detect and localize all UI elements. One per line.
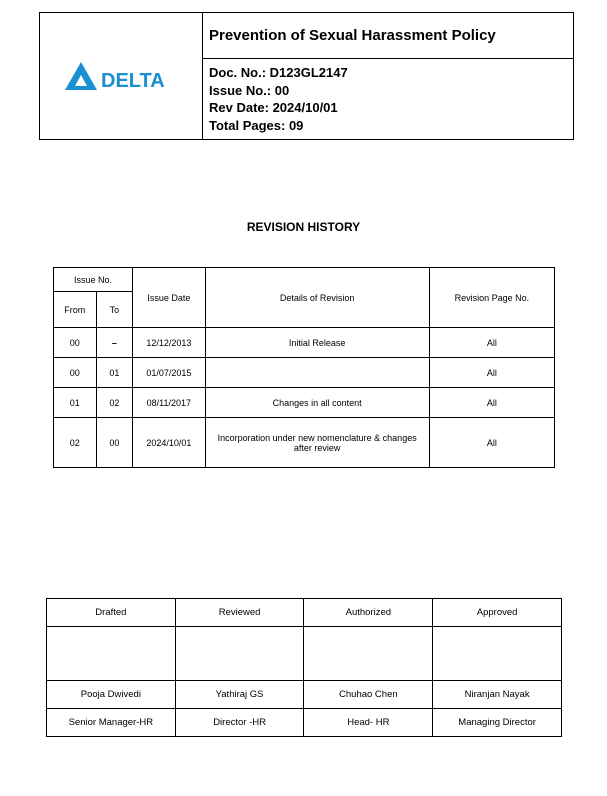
approval-designations-row: Senior Manager-HR Director -HR Head- HR Managing Director [47,709,562,737]
revision-history-heading: REVISION HISTORY [246,220,361,234]
issue-no-header: Issue No. [54,268,133,292]
from-header: From [54,292,97,328]
details-header: Details of Revision [205,268,429,328]
issue-number: Issue No.: 00 [209,82,290,98]
document-title: Prevention of Sexual Harassment Policy [203,13,573,59]
revision-date: Rev Date: 2024/10/01 [209,100,338,115]
table-row: 00 01 01/07/2015 All [54,358,555,388]
table-row: 01 02 08/11/2017 Changes in all content All [54,388,555,418]
page-no-header: Revision Page No. [429,268,554,328]
to-header: To [96,292,133,328]
approval-names-row: Pooja Dwivedi Yathiraj GS Chuhao Chen Niranjan Nayak [47,681,562,709]
signature-row [47,627,562,681]
company-logo [40,13,203,139]
doc-number: Doc. No.: D123GL2147 [209,65,348,80]
approval-table [46,598,562,737]
issue-date-header: Issue Date [133,268,205,328]
revision-history-table [53,267,555,468]
document-header [39,12,574,140]
table-row: 00 – 12/12/2013 Initial Release All [54,328,555,358]
svg-text:DELTA: DELTA [101,70,165,92]
total-pages: Total Pages: 09 [209,117,304,133]
table-row: 02 00 2024/10/01 Incorporation under new nomenclature & changes after review All [54,418,555,468]
delta-logo-icon [61,56,181,96]
approval-roles-row: Drafted Reviewed Authorized Approved [47,599,562,627]
document-metadata [203,59,573,134]
